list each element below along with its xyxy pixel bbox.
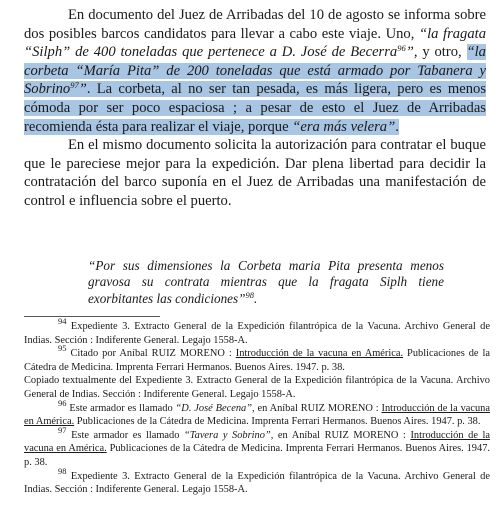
footnote-94 <box>24 316 490 347</box>
footnote-number: 96 <box>58 397 67 408</box>
paragraph-authorization: En el mismo documento solicita la autorización para contratar el buque que le pareciese mejor para la expedición. Dar plena libertad para decidir la contratación del barco suponía en el Juez de Arribadas una manifestación de control e influencia sobre el puerto. <box>24 137 486 209</box>
footnote-ref-96: 96 <box>397 43 406 54</box>
footnote-text: , en Aníbal RUIZ MORENO : <box>270 429 411 441</box>
quote-velera-close: ” <box>387 118 396 135</box>
armador-name: “D. José Becena” <box>175 402 252 414</box>
quote-mas-velera <box>292 119 395 135</box>
footnote-number: 98 <box>58 465 67 476</box>
quote-corbeta-text: “la corbeta “María Pita” de 200 toneladas que está armado por Tabanera y Sobrino <box>24 44 486 98</box>
footnote-96 <box>24 397 490 429</box>
footnote-98 <box>24 465 490 497</box>
para1-text-3: . La corbeta, al no ser tan pesada, es más ligera, pero es menos cómoda por ser poco espaciosa ; a pesar de esto el Juez de Arribadas recomienda ésta para realizar el viaje, porque <box>24 81 486 135</box>
para1-text-4: . <box>395 118 399 135</box>
footnote-ref-97: 97 <box>70 80 79 91</box>
footnote-text: Publicaciones de la Cátedra de Medicina. Imprenta Ferrari Hermanos. Buenos Aires. 1947. p. 38. <box>24 443 490 468</box>
footnote-text: Publicaciones de la Cátedra de Medicina. Imprenta Ferrari Hermanos. Buenos Aires. 1947. p. 38. <box>74 416 481 428</box>
body-text <box>24 6 486 211</box>
footnote-ref-98: 98 <box>245 289 254 300</box>
armador-name: “Tavera y Sobrino” <box>184 429 271 441</box>
footnote-text: Citado por Aníbal RUIZ MORENO : <box>66 348 236 360</box>
footnote-number: 95 <box>58 343 67 354</box>
footnote-text: Expediente 3. Extracto General de la Expedición filantrópica de la Vacuna. Archivo General de Indias. Sección : Indiferente General. Legajo 1558-A. <box>24 321 490 346</box>
para1-text-2: , y otro, <box>413 44 467 61</box>
footnote-separator <box>24 316 160 317</box>
footnote-number: 94 <box>58 316 67 326</box>
block-quote-text: “Por sus dimensiones la Corbeta maria Pita presenta menos gravosa su contrata mientras que la fragata Siplh tiene exorbitantes las condiciones” <box>88 258 444 306</box>
para1-text-1: En documento del Juez de Arribadas del 10 de agosto se informa sobre dos posibles barcos candidatos para llevar a cabo este viaje. Uno, <box>24 7 486 42</box>
quote-fragata-close: ” <box>405 44 414 61</box>
footnote-number: 97 <box>58 424 67 435</box>
paragraph-ship-candidates <box>24 6 486 136</box>
quote-corbeta-close: ” <box>78 81 87 98</box>
book-title-link: Introducción de la vacuna en América. <box>235 348 404 360</box>
quote-velera-text: “era más velera <box>292 118 388 135</box>
book-title-link: Introducción de la vacuna en América. <box>24 429 490 455</box>
footnote-text: Publicaciones de la Cátedra de Medicina. Imprenta Ferrari Hermanos. Buenos Aires. 1947. p. 38. <box>24 348 491 373</box>
footnote-text: Expediente 3. Extracto General de la Expedición filantrópica de la Vacuna. Archivo General de Indias. Sección : Indiferente General. Legajo 1558-A. <box>24 470 490 496</box>
footnotes <box>24 316 491 497</box>
footnote-text: Este armador es llamado <box>66 402 176 414</box>
footnote-95-copy-note: Copiado textualmente del Expediente 3. Extracto General de la Expedición filantrópica de la Vacuna. Archivo General de Indias. Sección : Indiferente General. Legajo 1558-A. <box>24 375 490 400</box>
quote-fragata-text: “la fragata “Silph” de 400 toneladas que pertenece a D. José de Becerra <box>24 25 487 61</box>
block-quote <box>88 258 444 307</box>
footnote-97 <box>24 424 490 470</box>
footnote-text: Este armador es llamado <box>66 429 185 441</box>
footnote-95 <box>24 343 491 374</box>
footnote-text: , en Aníbal RUIZ MORENO : <box>251 402 382 414</box>
book-title-link: Introducción de la vacuna en América. <box>24 402 490 428</box>
block-quote-end: . <box>254 290 258 306</box>
